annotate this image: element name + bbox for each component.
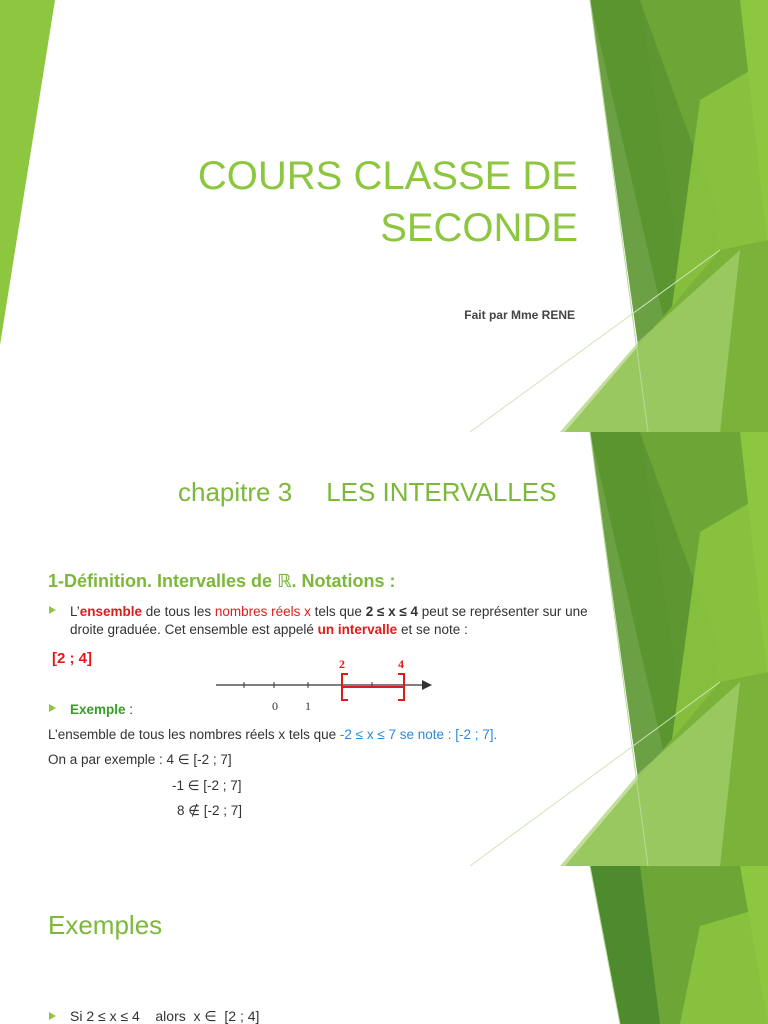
bullet-arrow-icon — [49, 1012, 56, 1020]
chapter-number: chapitre 3 — [178, 477, 293, 507]
example-bullet-1: Si 2 ≤ x ≤ 4 alors x ∈ [2 ; 4] — [70, 1008, 260, 1024]
bullet-arrow-icon — [49, 606, 56, 614]
tick-label-1: 1 — [305, 699, 311, 713]
membership-example-1: On a par exemple : 4 ∈ [-2 ; 7] — [48, 752, 232, 767]
section-heading: 1-Définition. Intervalles de ℝ. Notations : — [48, 571, 396, 591]
chapter-title — [178, 477, 556, 508]
number-line — [210, 650, 450, 730]
membership-example-3: 8 ∉ [-2 ; 7] — [177, 803, 243, 818]
examples-heading: Exemples — [48, 910, 163, 940]
examples-slide — [0, 866, 768, 1024]
bullet-arrow-icon — [49, 704, 56, 712]
presentation-title — [158, 150, 578, 254]
tick-label-0: 0 — [272, 699, 278, 713]
green-facets-decoration — [0, 866, 768, 1024]
definition-text: L’ensemble de tous les nombres réels x tels que 2 ≤ x ≤ 4 peut se représenter sur une droite graduée. Cet ensemble est appelé un intervalle et se note : — [70, 604, 588, 637]
bound-label-2: 2 — [339, 657, 345, 671]
membership-example-2: -1 ∈ [-2 ; 7] — [172, 778, 242, 793]
title-slide — [0, 0, 768, 432]
definition-slide — [0, 432, 768, 866]
chapter-name: LES INTERVALLES — [326, 477, 557, 507]
author-subtitle: Fait par Mme RENE — [464, 308, 575, 322]
example-text: L’ensemble de tous les nombres réels x tels que -2 ≤ x ≤ 7 se note : [-2 ; 7]. — [48, 727, 498, 742]
example-label: Exemple : — [70, 702, 134, 717]
interval-notation: [2 ; 4] — [52, 650, 93, 667]
title-line-1: COURS CLASSE DE — [197, 154, 578, 198]
bound-label-4: 4 — [398, 657, 404, 671]
title-line-2: SECONDE — [380, 206, 578, 250]
